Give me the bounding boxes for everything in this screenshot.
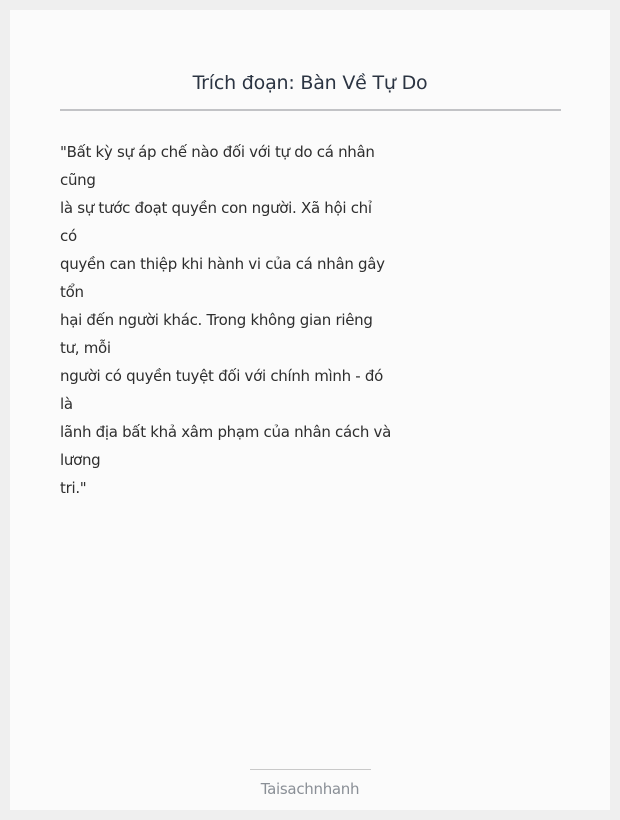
quote-text [60, 138, 420, 502]
quote-line: quyền can thiệp khi hành vi của cá nhân gây [60, 255, 385, 273]
quote-line: "Bất kỳ sự áp chế nào đối với tự do cá nhân [60, 143, 375, 161]
footer-divider [250, 769, 371, 770]
document-page [10, 10, 610, 810]
quote-line: lãnh địa bất khả xâm phạm của nhân cách và [60, 423, 391, 441]
quote-line: là sự tước đoạt quyền con người. Xã hội chỉ [60, 199, 372, 217]
quote-line: hại đến người khác. Trong không gian riêng [60, 311, 373, 329]
quote-line: tư, mỗi [60, 339, 111, 357]
title-divider [60, 109, 561, 111]
quote-line: lương [60, 451, 101, 469]
quote-line: người có quyền tuyệt đối với chính mình - đó [60, 367, 383, 385]
page-title: Trích đoạn: Bàn Về Tự Do [192, 72, 428, 94]
quote-line: tri." [60, 479, 87, 497]
footer-source: Taisachnhanh [260, 780, 360, 798]
quote-line: có [60, 227, 77, 245]
quote-line: cũng [60, 171, 96, 189]
quote-line: là [60, 395, 73, 413]
quote-line: tổn [60, 283, 84, 301]
